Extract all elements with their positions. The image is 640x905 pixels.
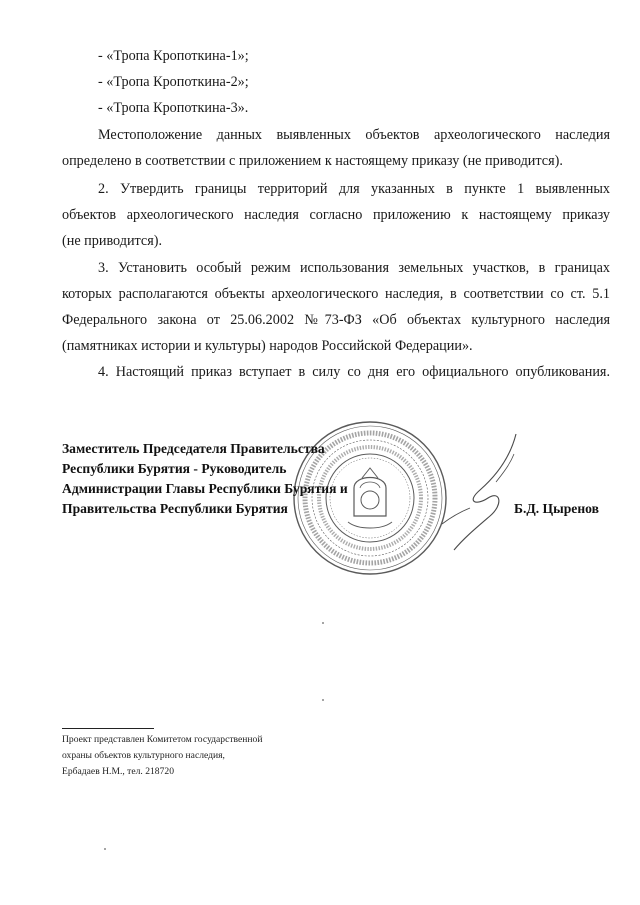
signatory-position-line: Республики Бурятия - Руководитель	[62, 461, 287, 476]
paragraph-location-line: определено в соответствии с приложением к настоящему приказу (не приводится).	[62, 153, 563, 169]
paragraph-location-line: Местоположение данных выявленных объектов археологического наследия	[98, 127, 610, 143]
scan-speck	[322, 699, 324, 701]
signatory-name: Б.Д. Цыренов	[514, 501, 599, 516]
scan-speck	[322, 622, 324, 624]
list-item: - «Тропа Кропоткина-3».	[98, 100, 249, 116]
paragraph-2-line: (не приводится).	[62, 233, 163, 249]
footnote-rule	[62, 728, 154, 729]
paragraph-3-line: (памятниках истории и культуры) народов Российской Федерации».	[62, 338, 473, 354]
footnote-line: Ербадаев Н.М., тел. 218720	[62, 766, 174, 777]
paragraph-4-line: 4. Настоящий приказ вступает в силу со дня его официального опубликования.	[98, 364, 610, 380]
scan-speck	[104, 848, 106, 850]
signatory-position-line: Администрации Главы Республики Бурятия и	[62, 481, 348, 496]
list-item: - «Тропа Кропоткина-2»;	[98, 74, 249, 90]
paragraph-2-line: 2. Утвердить границы территорий для указанных в пункте 1 выявленных	[98, 181, 610, 197]
paragraph-3-line: 3. Установить особый режим использования земельных участков, в границах	[98, 260, 610, 276]
paragraph-3-line: Федерального закона от 25.06.2002 №73-ФЗ «Об объектах культурного наследия	[62, 312, 610, 328]
paragraph-2-line: объектов археологического наследия согласно приложению к настоящему приказу	[62, 207, 610, 223]
signatory-position-line: Правительства Республики Бурятия	[62, 501, 288, 516]
signatory-position-line: Заместитель Председателя Правительства	[62, 441, 325, 456]
footnote-line: Проект представлен Комитетом государственной	[62, 734, 263, 745]
list-item: - «Тропа Кропоткина-1»;	[98, 48, 249, 64]
footnote-line: охраны объектов культурного наследия,	[62, 750, 225, 761]
paragraph-3-line: которых располагаются объекты археологического наследия, в соответствии со ст. 5.1	[62, 286, 610, 302]
